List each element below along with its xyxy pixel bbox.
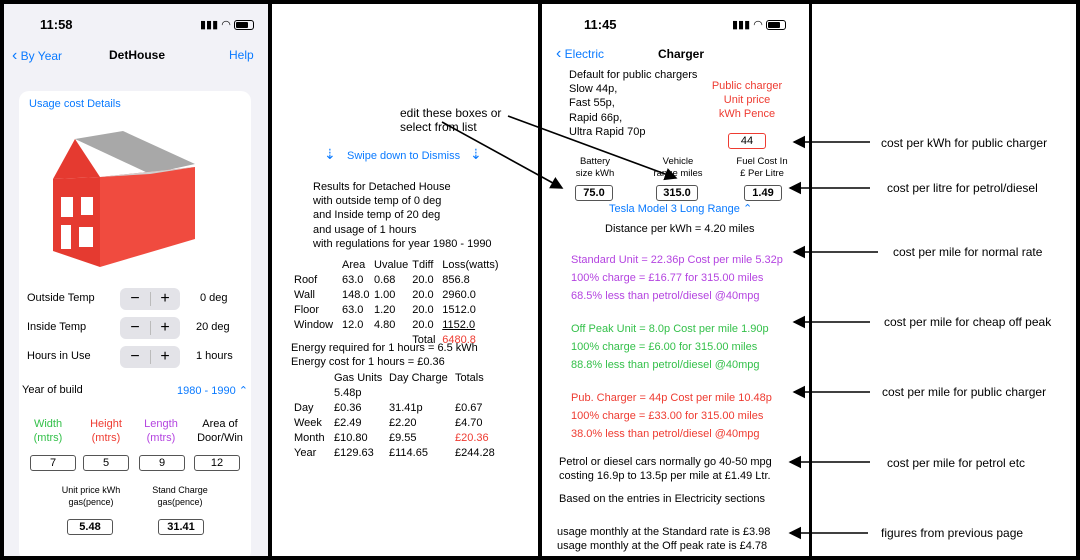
table-header-row: Gas Units Day Charge Totals: [334, 371, 484, 384]
plus-button[interactable]: +: [160, 290, 170, 307]
table-row: Month £10.80 £9.55 £20.36: [294, 431, 489, 444]
note-public-mile: cost per mile for public charger: [882, 385, 1047, 399]
note-off-peak: cost per mile for cheap off peak: [884, 315, 1052, 329]
note-public-charger: cost per kWh for public charger: [881, 136, 1048, 150]
arrow-down-icon: ⇣: [470, 146, 482, 162]
battery-input[interactable]: 75.0: [575, 185, 613, 201]
year-value: 1980 - 1990: [177, 385, 236, 397]
battery-label: Battery size kWh: [575, 156, 615, 179]
table-subheader-row: 5.48p: [334, 386, 362, 399]
note-petrol-mile: cost per mile for petrol etc: [887, 456, 1026, 470]
help-button[interactable]: Help: [229, 48, 254, 62]
back-label: Electric: [564, 47, 605, 61]
swipe-dismiss-label: Swipe down to Dismiss: [347, 150, 461, 162]
outside-temp-value: 0 deg: [200, 292, 228, 304]
status-time: 11:58: [40, 17, 73, 32]
chevron-updown-icon: ⌃: [238, 385, 248, 397]
vehicle-picker[interactable]: [609, 202, 752, 215]
results-summary: Results for Detached House with outside temp of 0 deg and Inside temp of 20 deg and usage of 1 hours with regulations for year 1980 - 1990: [313, 181, 492, 250]
off-peak-block: Off Peak Unit = 8.0p Cost per mile 1.90p 100% charge = £6.00 for 315.00 miles 88.8% less than petrol/diesel @40mpg: [571, 323, 769, 371]
stand-charge-label: Stand Charge gas(pence): [152, 485, 208, 507]
door-window-input[interactable]: 12: [194, 455, 240, 471]
hours-value: 1 hours: [196, 350, 233, 362]
table-row: Day £0.36 31.41p £0.67: [294, 401, 483, 414]
minus-button[interactable]: −: [130, 290, 140, 307]
status-time: 11:45: [584, 17, 617, 32]
table-header-row: Area Uvalue Tdiff Loss(watts): [342, 258, 499, 271]
back-button[interactable]: [556, 45, 604, 63]
results-screen: [272, 4, 538, 556]
status-icons: [732, 18, 786, 31]
stand-charge-input[interactable]: 31.41: [158, 519, 204, 535]
charger-screen: [542, 4, 809, 556]
battery-icon: [766, 20, 786, 30]
minus-button[interactable]: −: [130, 348, 140, 365]
public-charger-label: Public charger Unit price kWh Pence: [711, 80, 783, 121]
usage-card: [19, 91, 251, 556]
chevron-left-icon: ‹: [556, 45, 562, 62]
plus-button[interactable]: +: [160, 348, 170, 365]
inside-temp-label: Inside Temp: [27, 321, 87, 333]
page-title: Charger: [658, 47, 705, 61]
chevron-updown-icon: ⌃: [742, 203, 753, 215]
year-of-build-label: Year of build: [22, 384, 83, 396]
width-label: Width (mtrs): [33, 418, 63, 444]
notes-panel: [812, 4, 1076, 556]
house-icon: [45, 119, 215, 269]
distance-per-kwh: Distance per kWh = 4.20 miles: [605, 223, 755, 235]
back-label: By Year: [20, 49, 63, 63]
public-charger-block: Pub. Charger = 44p Cost per mile 10.48p 100% charge = £33.00 for 315.00 miles 38.0% less than petrol/diesel @40mpg: [571, 392, 772, 440]
vehicle-value: Tesla Model 3 Long Range: [609, 203, 740, 215]
outside-temp-label: Outside Temp: [27, 292, 95, 304]
length-label: Length (mtrs): [144, 418, 178, 444]
signal-icon: ▮▮▮: [732, 19, 751, 31]
door-window-label: Area of Door/Win: [197, 418, 243, 444]
table-row: Year £129.63 £114.65 £244.28: [294, 446, 495, 459]
wifi-icon: ◠: [753, 19, 763, 31]
table-row: Window 12.0 4.80 20.0 1152.0: [294, 318, 476, 331]
annotation-edit-boxes: edit these boxes or select from list: [400, 106, 502, 134]
range-label: Vehicle range miles: [653, 156, 703, 179]
width-input[interactable]: 7: [30, 455, 76, 471]
standard-unit-block: Standard Unit = 22.36p Cost per mile 5.32p 100% charge = £16.77 for 315.00 miles 68.5% less than petrol/diesel @40mpg: [571, 254, 783, 302]
outside-temp-stepper[interactable]: [120, 288, 180, 310]
table-row: Week £2.49 £2.20 £4.70: [294, 416, 483, 429]
minus-button[interactable]: −: [130, 319, 140, 336]
house-screen: [4, 4, 268, 556]
hours-in-use-label: Hours in Use: [27, 350, 91, 362]
inside-temp-stepper[interactable]: [120, 317, 180, 339]
fuel-cost-input[interactable]: 1.49: [744, 185, 782, 201]
hours-stepper[interactable]: [120, 346, 180, 368]
table-row: Wall 148.0 1.00 20.0 2960.0: [294, 288, 476, 301]
page-title: DetHouse: [109, 48, 166, 62]
energy-required: Energy required for 1 hours = 6.5 kWh: [291, 342, 478, 354]
wifi-icon: ◠: [221, 19, 231, 31]
note-previous-page: figures from previous page: [881, 526, 1024, 540]
note-normal-rate: cost per mile for normal rate: [893, 245, 1043, 259]
length-input[interactable]: 9: [139, 455, 185, 471]
range-input[interactable]: 315.0: [656, 185, 698, 201]
total-row: Total 6480.8: [412, 333, 476, 346]
cost-table: [294, 370, 499, 460]
charger-defaults: Default for public chargers Slow 44p, Fast 55p, Rapid 66p, Ultra Rapid 70p: [569, 69, 698, 138]
table-row: Roof 63.0 0.68 20.0 856.8: [294, 273, 470, 286]
chevron-left-icon: ‹: [12, 47, 18, 64]
inside-temp-value: 20 deg: [196, 321, 230, 333]
heat-loss-table: [294, 257, 503, 347]
status-icons: [200, 18, 254, 31]
energy-cost: Energy cost for 1 hours = £0.36: [291, 356, 445, 368]
table-row: Floor 63.0 1.20 20.0 1512.0: [294, 303, 476, 316]
signal-icon: ▮▮▮: [200, 19, 219, 31]
based-on-entries: Based on the entries in Electricity sections: [559, 493, 766, 505]
unit-price-input[interactable]: 5.48: [67, 519, 113, 535]
back-button[interactable]: [12, 47, 62, 65]
public-charger-input[interactable]: 44: [728, 133, 766, 149]
petrol-info: Petrol or diesel cars normally go 40-50 mpg costing 16.9p to 13.5p per mile at £1.49 Ltr.: [559, 456, 772, 482]
battery-icon: [234, 20, 254, 30]
unit-price-label: Unit price kWh gas(pence): [61, 485, 121, 507]
height-input[interactable]: 5: [83, 455, 129, 471]
usage-cost-details-link[interactable]: Usage cost Details: [29, 98, 121, 110]
arrow-down-icon: ⇣: [324, 146, 336, 162]
note-petrol-litre: cost per litre for petrol/diesel: [887, 181, 1038, 195]
plus-button[interactable]: +: [160, 319, 170, 336]
year-of-build-picker[interactable]: [177, 384, 248, 397]
fuel-cost-label: Fuel Cost In £ Per Litre: [736, 156, 788, 179]
usage-monthly: usage monthly at the Standard rate is £3.98 usage monthly at the Off peak rate is £4.78: [557, 526, 771, 552]
height-label: Height (mtrs): [90, 418, 122, 444]
